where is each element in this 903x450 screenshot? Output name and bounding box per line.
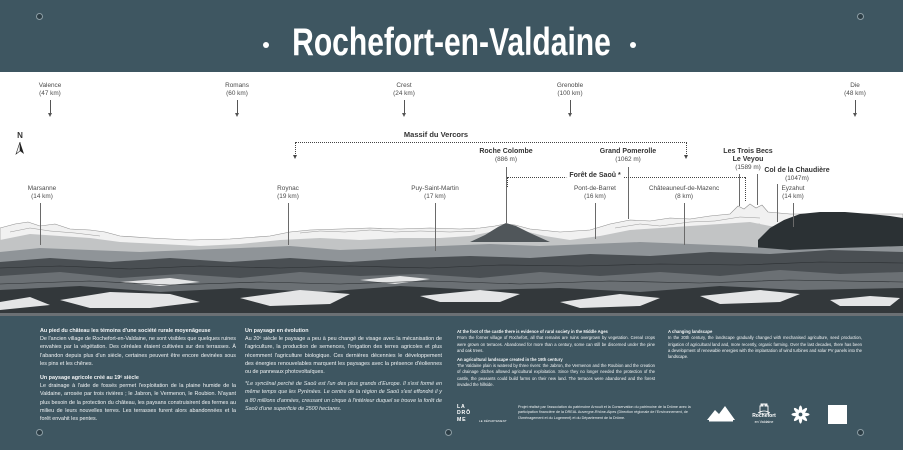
direction-romans	[225, 82, 249, 98]
range-saou-bracket-end	[507, 177, 508, 187]
section-paragraph: De l'ancien village de Rochefort-en-Valdaine, ne sont visibles que quelques ruines envahies par la végétation. Des céréales étaient cultivées sur des terrasses. À l'abandon depuis plus d'un siècle, certaines peuvent être encore devinées sous les pins et les chênes.	[40, 336, 236, 367]
direction-distance: (24 km)	[393, 90, 415, 97]
peak-pointer-line	[777, 184, 778, 222]
north-arrow-icon	[15, 142, 25, 158]
section-heading: An agricultural landscape created in the 19th century	[457, 356, 563, 362]
direction-distance: (60 km)	[226, 90, 248, 97]
drome-logo	[457, 404, 477, 423]
village-distance: (8 km)	[674, 193, 694, 200]
text-column-en-1	[457, 329, 655, 388]
text-column-fr-1	[40, 327, 236, 423]
peak-pointer-line	[757, 174, 758, 205]
flower-logo-icon	[791, 405, 810, 424]
rochefort-logo-text: en Valdaine	[754, 419, 774, 424]
screw-top-right	[857, 13, 864, 20]
village-distance: (17 km)	[424, 193, 446, 200]
text-column-fr-2	[245, 327, 442, 413]
peak-col-de-la-chaudiere	[764, 167, 829, 183]
peak-name: Les Trois Becs	[723, 148, 773, 155]
village-name: Marsanne	[27, 185, 57, 192]
screw-bottom-center	[445, 429, 452, 436]
section-heading: Un paysage agricole créé au 19ᵉ siècle	[40, 375, 139, 382]
section-paragraph: From the former village of Rochefort, all that remains are ruins overgrown by vegetation. Cereal crops were grown on terraces. Abandoned for more than a century, some can still be discerned under the pine and oak trees.	[457, 335, 655, 353]
panorama-illustration	[0, 200, 903, 316]
peak-pointer-line	[739, 174, 740, 206]
mountain-logo-icon	[707, 404, 735, 422]
village-roynac	[277, 185, 299, 201]
peak-name: Col de la Chaudière	[764, 167, 830, 174]
drome-logo-text: LA	[457, 404, 466, 410]
section-paragraph: Au 20ᵉ siècle le paysage a peu à peu changé de visage avec la mécanisation de l'agriculture, la production de semences, l'irrigation des terres agricoles et plus récemment l'agriculture biologique. Ces dernières décennies le développement des énergies renouvelables marquent les paysages avec la présence d'éoliennes ou de panneaux photovoltaïques.	[245, 336, 442, 376]
range-saou-bracket-end	[745, 177, 746, 201]
range-saou-bracket	[507, 177, 745, 178]
section-heading: A changing landscape	[668, 329, 713, 334]
village-pointer-line	[793, 203, 794, 227]
screw-bottom-right	[857, 429, 864, 436]
village-pointer-line	[40, 203, 41, 245]
direction-distance: (47 km)	[39, 90, 61, 97]
section-heading: Un paysage en évolution	[245, 328, 309, 334]
direction-crest	[393, 82, 415, 98]
section-paragraph: Le drainage à l'aide de fossés permet l'exploitation de la plaine humide de la Valdaine, arrosée par trois rivières ; le Jabron, le Vermenon, le Roubion. N'ayant plus besoin de la protection du château, les paysans construisirent des fermes au milieu de leurs nouvelles terres. Les terrasses furent alors abandonnées et la forêt envahit les pentes.	[40, 383, 236, 423]
direction-name: Crest	[396, 82, 412, 89]
direction-arrow	[50, 100, 51, 113]
village-pointer-line	[595, 203, 596, 239]
peak-altitude: (1047m)	[785, 175, 809, 182]
peak-name: Roche Colombe	[479, 148, 533, 155]
bracket-arrowhead	[684, 155, 688, 159]
section-paragraph: The Valdaine plain is watered by three rivers: the Jabron, the Vermenon and the Roubion and the creation of drainage ditches allowed agricultural exploitation. Since they no longer needed the protection of the castle, the peasants could build farms on their new land. The terraces were abandoned and the forest invaded the hillside.	[457, 362, 655, 387]
peak-roche-colombe	[479, 148, 532, 164]
village-name: Châteauneuf-de-Mazenc	[648, 185, 720, 192]
village-pointer-line	[684, 203, 685, 245]
village-marsanne	[28, 185, 56, 201]
range-vercors-label: Massif du Vercors	[403, 130, 469, 139]
screw-top-left	[36, 13, 43, 20]
village-name: Puy-Saint-Martin	[411, 185, 459, 192]
screw-bottom-left	[36, 429, 43, 436]
peak-pointer-line	[628, 167, 629, 219]
village-pointer-line	[288, 203, 289, 245]
drome-logo-text: DRÔ	[457, 410, 471, 417]
direction-name: Valence	[38, 82, 62, 89]
village-puy-saint-martin	[411, 185, 459, 201]
village-distance: (14 km)	[782, 193, 804, 200]
peak-name-secondary: Le Veyou	[732, 156, 764, 163]
direction-name: Romans	[225, 82, 249, 89]
north-label: N	[17, 131, 23, 140]
rochefort-logo	[748, 402, 780, 424]
direction-die	[844, 82, 866, 98]
village-distance: (14 km)	[31, 193, 53, 200]
village-name: Eyzahut	[781, 185, 805, 192]
village-eyzahut	[781, 185, 804, 201]
drome-logo-text: ME	[457, 416, 467, 423]
page-title: Rochefort-en-Valdaine	[292, 21, 611, 64]
section-heading: At the foot of the castle there is evidence of rural society in the Middle Ages	[457, 329, 608, 334]
drome-logo-subtitle: LE DÉPARTEMENT	[479, 419, 507, 423]
direction-arrow	[404, 100, 405, 113]
credits-text: Projet réalisé par l'association du patrimoine Arnoult et la Conservation du patrimoine de la Drôme avec la participation financière de la DREAL Auvergne-Rhône-Alpes (Direction régionale de l'Environnement, de l'Aménagement et du Logement) et du Département de la Drôme.	[518, 405, 691, 420]
village-distance: (19 km)	[277, 193, 299, 200]
peak-altitude: (1589 m)	[735, 164, 761, 171]
range-saou-label: Forêt de Saoû *	[566, 172, 623, 180]
direction-arrow	[855, 100, 856, 113]
section-paragraph: In the 20th century, the landscape gradually changed with mechanised agriculture, seed production, irrigation of agricultural land and, more recently, organic farming. Over the last decades, there has been a development of renewable energies with the implantation of wind turbines and solar PV panels into the landscape.	[668, 335, 862, 360]
village-name: Pont-de-Barret	[574, 185, 616, 192]
partner-logo-square	[828, 405, 847, 424]
peak-name: Grand Pomerolle	[599, 148, 657, 155]
direction-name: Grenoble	[556, 82, 584, 89]
direction-grenoble	[557, 82, 583, 98]
peak-altitude: (886 m)	[494, 156, 518, 163]
village-name: Roynac	[277, 185, 299, 192]
direction-valence	[39, 82, 62, 98]
peak-grand-pomerolle	[600, 148, 656, 164]
village-chateauneuf-de-mazenc	[649, 185, 719, 201]
peak-pointer-line	[506, 167, 507, 224]
section-heading: Au pied du château les témoins d'une société rurale moyenâgeuse	[40, 328, 211, 334]
peak-altitude: (1062 m)	[615, 156, 641, 163]
direction-name: Die	[850, 82, 860, 89]
direction-arrow	[237, 100, 238, 113]
bracket-arrowhead	[293, 155, 297, 159]
village-pointer-line	[435, 203, 436, 251]
rochefort-logo-text: Rochefort	[752, 413, 776, 419]
footnote-saou: *Le synclinal perché de Saoû est l'un des plus grands d'Europe. Il s'est formé en même temps que les Pyrénées. Le centre de la région de Saoû s'est effondré il y a 80 millions d'années, creusant un cirque à l'intérieur duquel se trouve la forêt de Saoû d'une superficie de 2500 hectares.	[245, 381, 442, 412]
village-pont-de-barret	[574, 185, 616, 201]
direction-distance: (100 km)	[557, 90, 583, 97]
text-column-en-2	[668, 329, 862, 360]
direction-arrow	[570, 100, 571, 113]
village-distance: (16 km)	[584, 193, 606, 200]
direction-distance: (48 km)	[844, 90, 866, 97]
